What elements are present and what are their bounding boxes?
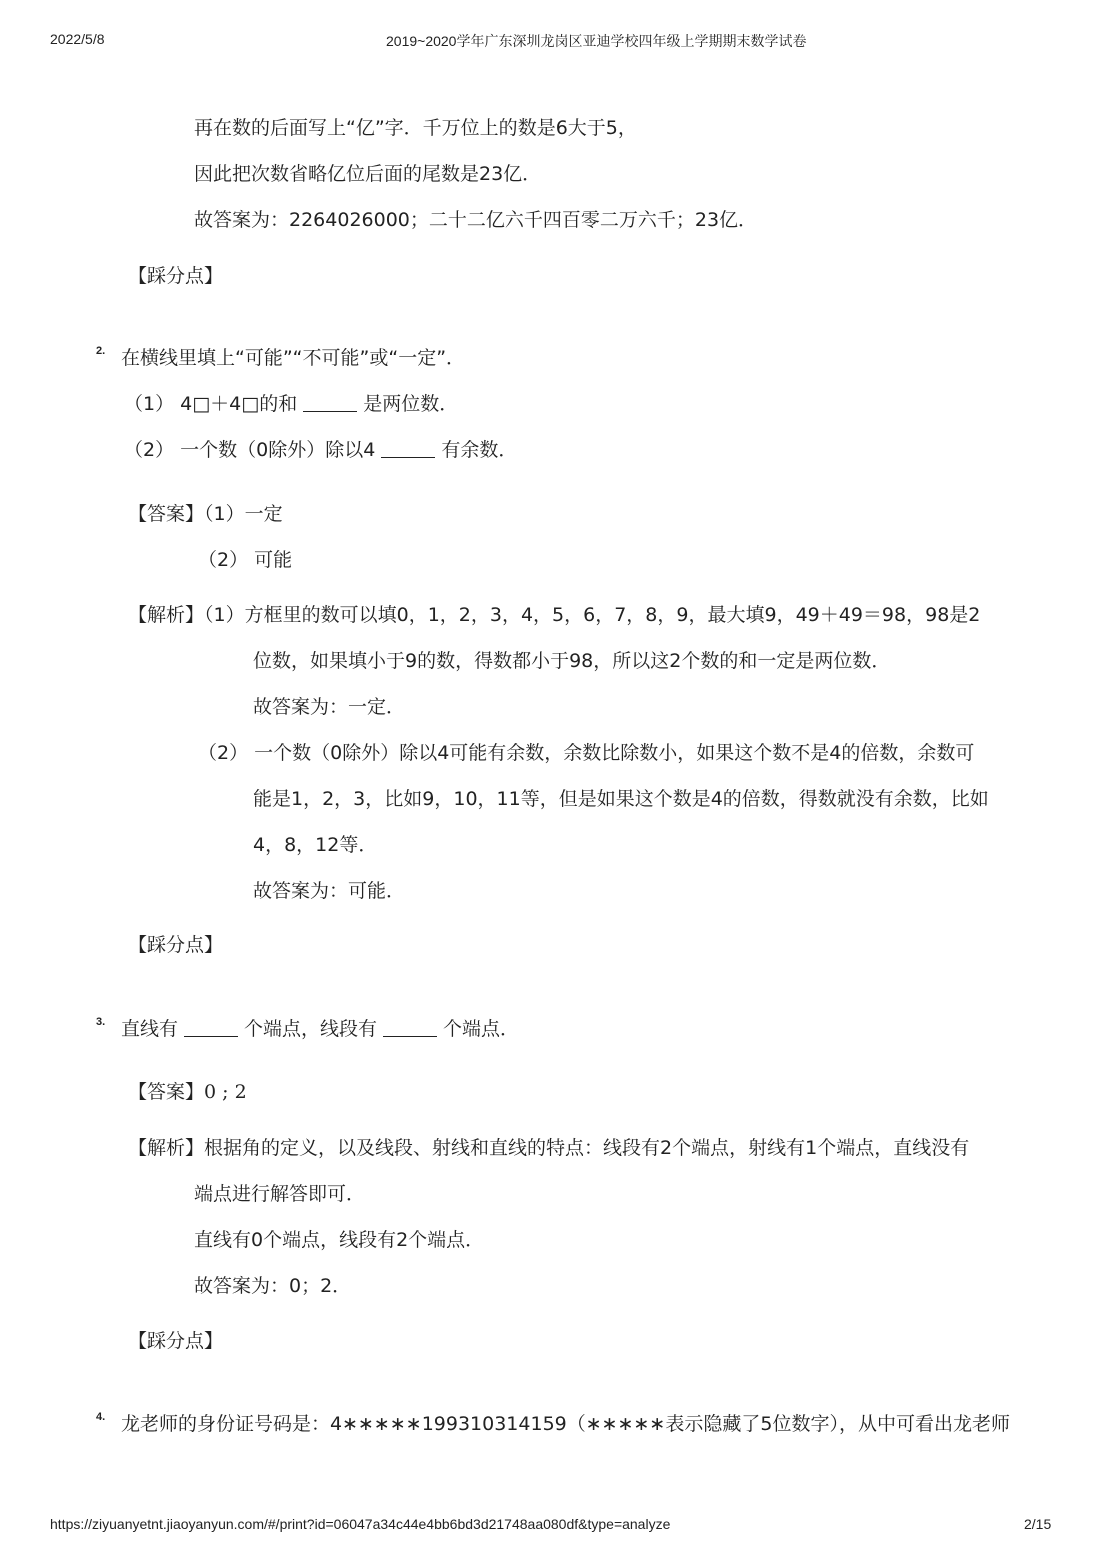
q2-answer-1: （1）一定 [204,503,283,525]
q2-sub2-suffix: 有余数． [441,439,518,461]
q3-answer [128,1079,247,1105]
q2-analysis2-line-3: 4，8，12等． [253,834,378,856]
q2-analysis2-line-1: （2） 一个数（0除外）除以4可能有余数，余数比除数小，如果这个数不是4的倍数，余数可 [198,742,975,764]
q2-analysis1-line-3: 故答案为：一定． [253,696,406,718]
q3-analysis [128,1135,969,1161]
q1-points-label: 【踩分点】 [128,265,224,287]
q2-sub-question-1 [124,391,458,417]
q3-analysis-line-1: 根据角的定义，以及线段、射线和直线的特点：线段有2个端点，射线有1个端点，直线没有 [204,1137,970,1159]
print-date: 2022/5/8 [50,31,105,47]
q1-solution-line-3: 故答案为：2264026000；二十二亿六千四百零二万六千；23亿． [194,209,758,231]
q3-stem-c: 个端点． [443,1018,520,1040]
document-title: 2019~2020学年广东深圳龙岗区亚迪学校四年级上学期期末数学试卷 [386,33,807,49]
q1-solution-line-1: 再在数的后面写上“亿”字．千万位上的数是6大于5， [194,117,637,139]
q3-blank-2[interactable] [383,1018,437,1037]
q2-sub2-blank[interactable] [381,439,435,458]
q2-sub2-prefix: （2） 一个数（0除外）除以4 [124,439,376,461]
page-url: https://ziyuanyetnt.jiaoyanyun.com/#/print?id=06047a34c44e4bb6bd3d21748aa080df&type=analyze [50,1516,671,1532]
q2-sub1-blank[interactable] [303,393,357,412]
q3-stem [121,1016,519,1042]
q2-analysis-label: 【解析】 [128,604,205,626]
q3-analysis-line-4: 故答案为：0；2． [194,1275,352,1297]
q2-sub1-prefix: （1） 4□＋4□的和 [124,393,298,415]
q3-analysis-label: 【解析】 [128,1137,205,1159]
q3-answer-label: 【答案】 [128,1081,205,1103]
q3-number: 3. [96,1016,106,1028]
q2-sub1-suffix: 是两位数． [363,393,459,415]
q2-analysis2-line-4: 故答案为：可能． [253,880,406,902]
q2-sub-question-2 [124,437,517,463]
q4-stem: 龙老师的身份证号码是：4∗∗∗∗∗199310314159（∗∗∗∗∗表示隐藏了5位数字），从中可看出龙老师 [121,1413,1010,1435]
q2-points-label: 【踩分点】 [128,934,224,956]
q2-answer-label: 【答案】 [128,503,205,525]
q3-points-label: 【踩分点】 [128,1330,224,1352]
q2-analysis2-line-2: 能是1，2，3，比如9，10，11等，但是如果这个数是4的倍数，得数就没有余数，比如 [253,788,989,810]
q3-stem-b: 个端点，线段有 [244,1018,378,1040]
q3-blank-1[interactable] [184,1018,238,1037]
q2-answer [128,501,283,527]
q3-answer-value: 0 ; 2 [204,1081,247,1103]
q2-answer-2: （2） 可能 [198,549,293,571]
page-number: 2/15 [1024,1516,1052,1532]
q2-analysis1-line-1: （1）方框里的数可以填0，1，2，3，4，5，6，7，8，9，最大填9，49＋49＝98，98是2 [204,604,981,626]
q2-analysis1-line-2: 位数，如果填小于9的数，得数都小于98，所以这2个数的和一定是两位数． [253,650,891,672]
q2-stem: 在横线里填上“可能”“不可能”或“一定”． [121,347,466,369]
q2-analysis [128,602,980,628]
q3-stem-a: 直线有 [121,1018,179,1040]
q3-analysis-line-2: 端点进行解答即可． [194,1183,366,1205]
q4-number: 4. [96,1411,106,1423]
q3-analysis-line-3: 直线有0个端点，线段有2个端点． [194,1229,485,1251]
q2-number: 2. [96,345,106,357]
q1-solution-line-2: 因此把次数省略亿位后面的尾数是23亿． [194,163,542,185]
